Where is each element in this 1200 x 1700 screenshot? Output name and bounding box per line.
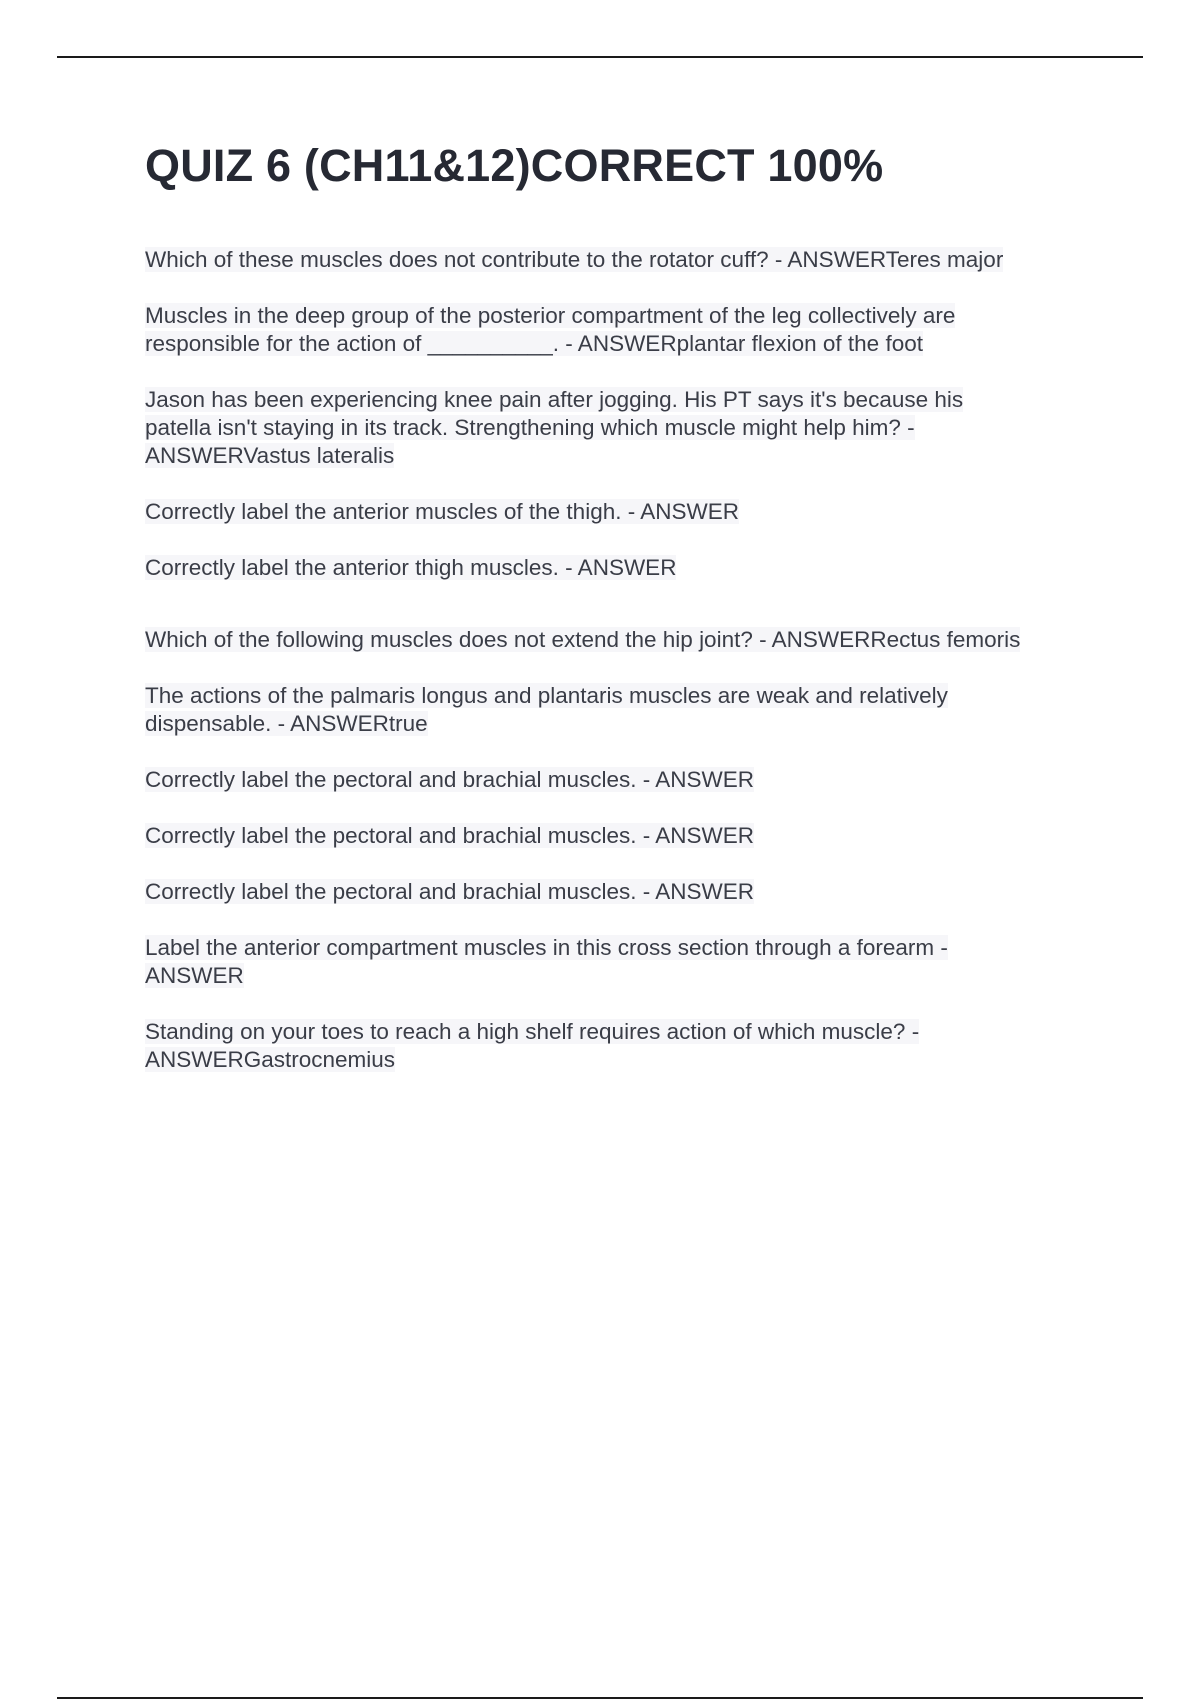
- document-body: [145, 140, 1025, 1102]
- qa-text: Which of these muscles does not contribute to the rotator cuff? - ANSWERTeres major: [145, 247, 1004, 272]
- qa-item: [145, 822, 1025, 850]
- qa-item: [145, 302, 1025, 358]
- qa-item: [145, 1018, 1025, 1074]
- top-rule: [57, 56, 1143, 58]
- qa-list: [145, 246, 1025, 1074]
- qa-text: Which of the following muscles does not extend the hip joint? - ANSWERRectus femoris: [145, 627, 1021, 652]
- qa-text: Correctly label the pectoral and brachial muscles. - ANSWER: [145, 767, 754, 792]
- qa-item: [145, 498, 1025, 526]
- qa-text: Jason has been experiencing knee pain after jogging. His PT says it's because his patella isn't staying in its track. Strengthening which muscle might help him? - ANSWERVastus lateralis: [145, 387, 964, 468]
- qa-item: [145, 386, 1025, 470]
- qa-text: Standing on your toes to reach a high shelf requires action of which muscle? - ANSWERGastrocnemius: [145, 1019, 920, 1072]
- qa-text: Correctly label the anterior muscles of the thigh. - ANSWER: [145, 499, 739, 524]
- qa-item: [145, 934, 1025, 990]
- qa-text: Correctly label the anterior thigh muscles. - ANSWER: [145, 555, 677, 580]
- qa-text: The actions of the palmaris longus and plantaris muscles are weak and relatively dispensable. - ANSWERtrue: [145, 683, 948, 736]
- qa-text: Correctly label the pectoral and brachial muscles. - ANSWER: [145, 823, 754, 848]
- qa-item: [145, 878, 1025, 906]
- qa-text: Muscles in the deep group of the posterior compartment of the leg collectively are responsible for the action of __________. - ANSWERplantar flexion of the foot: [145, 303, 956, 356]
- qa-text: Label the anterior compartment muscles in this cross section through a forearm - ANSWER: [145, 935, 948, 988]
- qa-item: [145, 766, 1025, 794]
- bottom-rule: [57, 1697, 1143, 1699]
- qa-item: [145, 554, 1025, 582]
- document-title: QUIZ 6 (CH11&12)CORRECT 100%: [145, 140, 884, 191]
- qa-text: Correctly label the pectoral and brachial muscles. - ANSWER: [145, 879, 754, 904]
- qa-item: [145, 246, 1025, 274]
- qa-item: [145, 626, 1025, 654]
- qa-item: [145, 682, 1025, 738]
